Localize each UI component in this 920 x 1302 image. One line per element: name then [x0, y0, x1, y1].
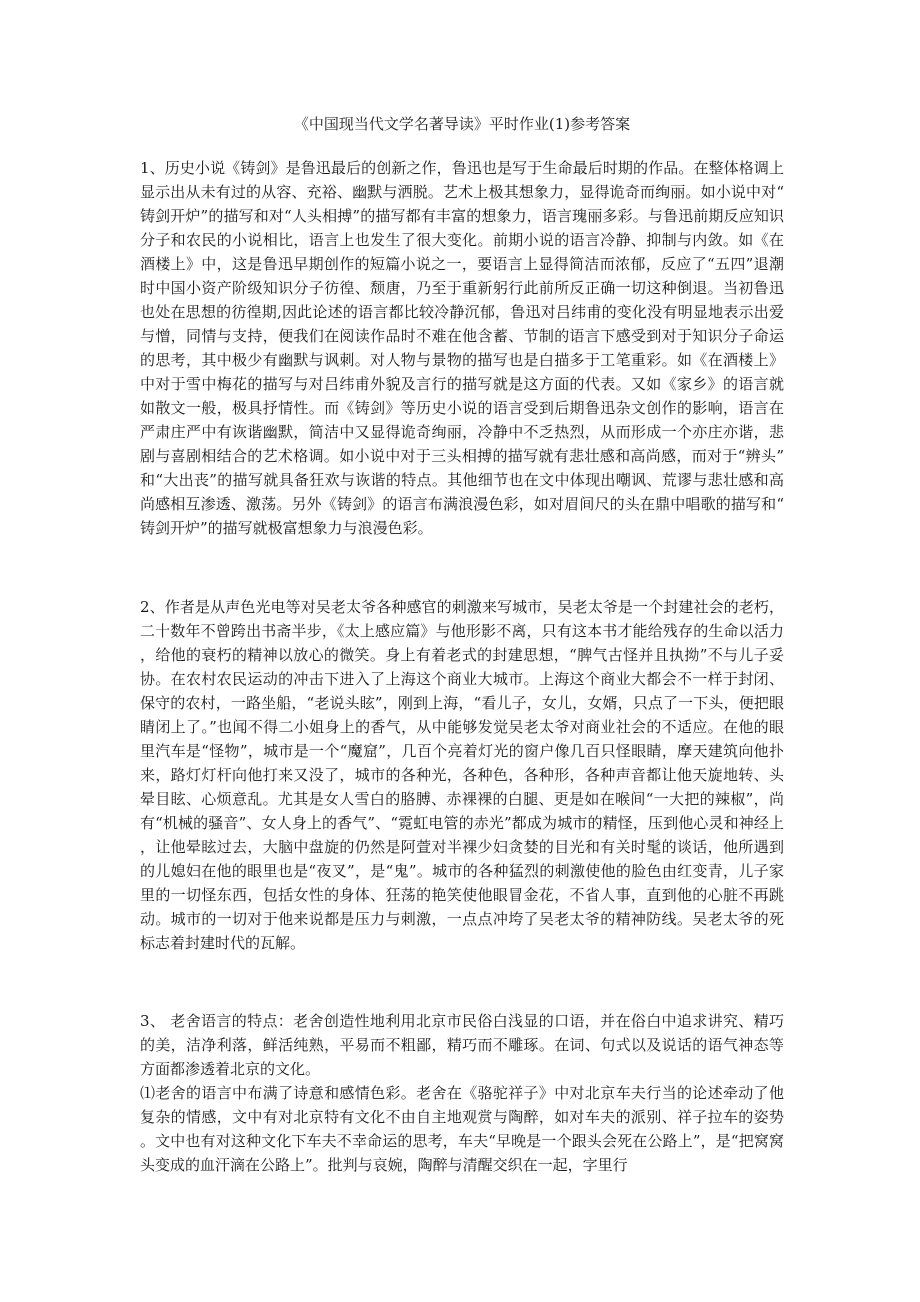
paragraph-answer-2: 2、作者是从声色光电等对吴老太爷各种感官的刺激来写城市，吴老太爷是一个封建社会的老朽，二十数年不曾跨出书斋半步，《太上感应篇》与他形影不离，只有这本书才能给残存的生命以活力，给他的衰朽的精神以放心的微笑。身上有着老式的封建思想，“脾气古怪并且执拗”不与儿子妥协。在农村农民运动的冲击下进入了上海这个商业大城市。上海这个商业大都会不一样于封闭、保守的农村，一路坐船，“老说头眩”，刚到上海，“看儿子，女儿，女婿，只点了一下头，便把眼睛闭上了。”也闻不得二小姐身上的香气，从中能够发觉吴老太爷对商业社会的不适应。在他的眼里汽车是“怪物”，城市是一个“魔窟”，几百个亮着灯光的窗户像几百只怪眼睛，摩天建筑向他扑来，路灯灯杆向他打来又没了，城市的各种光，各种色，各种形，各种声音都让他天旋地转、头晕目眩、心烦意乱。尤其是女人雪白的胳膊、赤裸裸的白腿、更是如在喉间“一大把的辣椒”，尚有“机械的骚音”、女人身上的香气”、“霓虹电管的赤光”都成为城市的精怪，压到他心灵和神经上，让他晕眩过去，大脑中盘旋的仍然是阿萱对半裸少妇贪婪的目光和有关时髦的谈话，他所遇到的儿媳妇在他的眼里也是“夜叉”，是“鬼”。城市的各种猛烈的刺激使他的脸色由红变青，儿子家里的一切怪东西，包括女性的身体、狂荡的艳笑使他眼冒金花，不省人事，直到他的心脏不再跳动。城市的一切对于他来说都是压力与刺激，一点点冲垮了吴老太爷的精神防线。吴老太爷的死标志着封建时代的瓦解。	[140, 598, 784, 952]
paragraph-answer-1: 1、历史小说《铸剑》是鲁迅最后的创新之作，鲁迅也是写于生命最后时期的作品。在整体格调上显示出从未有过的从容、充裕、幽默与洒脱。艺术上极其想象力，显得诡奇而绚丽。如小说中对“铸剑开炉”的描写和对“人头相搏”的描写都有丰富的想象力，语言瑰丽多彩。与鲁迅前期反应知识分子和农民的小说相比，语言上也发生了很大变化。前期小说的语言冷静、抑制与内敛。如《在酒楼上》中，这是鲁迅早期创作的短篇小说之一，要语言上显得简洁而浓郁，反应了“五四”退潮时中国小资产阶级知识分子彷徨、颓唐，乃至于重新躬行此前所反正确一切这种倒退。当初鲁迅也处在思想的彷徨期,因此论述的语言都比较冷静沉郁，鲁迅对吕纬甫的变化没有明显地表示出爱与憎，同情与支持，便我们在阅读作品时不难在他含蓄、节制的语言下感受到对于知识分子命运的思考，其中极少有幽默与讽刺。对人物与景物的描写也是白描多于工笔重彩。如《在酒楼上》中对于雪中梅花的描写与对吕纬甫外貌及言行的描写就是这方面的代表。又如《家乡》的语言就如散文一般，极具抒情性。而《铸剑》等历史小说的语言受到后期鲁迅杂文创作的影响，语言在严肃庄严中有诙谐幽默，简洁中又显得诡奇绚丽，冷静中不乏热烈，从而形成一个亦庄亦谐，悲剧与喜剧相结合的艺术格调。如小说中对于三头相搏的描写就有悲壮感和高尚感，而对于“辨头”和“大出丧”的描写就具备狂欢与诙谐的特点。其他细节也在文中体现出嘲讽、荒谬与悲壮感和高尚感相互渗透、激荡。另外《铸剑》的语言布满浪漫色彩，如对眉间尺的头在鼎中唱歌的描写和“铸剑开炉”的描写就极富想象力与浪漫色彩。	[140, 159, 784, 537]
paragraph-answer-3: 3、 老舍语言的特点：老舍创造性地利用北京市民俗白浅显的口语，并在俗白中追求讲究、精巧的美，洁净利落，鲜活纯熟，平易而不粗鄙，精巧而不雕琢。在词、句式以及说话的语气神态等方面都渗透着北京的文化。	[140, 1012, 784, 1078]
document-title: 《中国现当代文学名著导读》平时作业(1)参考答案	[293, 115, 631, 133]
paragraph-answer-3-point-1: ⑴老舍的语言中布满了诗意和感情色彩。老舍在《骆驼祥子》中对北京车夫行当的论述牵动了他复杂的情感，文中有对北京特有文化不由自主地观赏与陶醉，如对车夫的派别、祥子拉车的姿势。文中也有对这种文化下车夫不幸命运的思考，车夫“早晚是一个跟头会死在公路上”，是“把窝窝头变成的血汗滴在公路上”。批判与哀婉，陶醉与清醒交织在一起，字里行	[140, 1084, 784, 1174]
